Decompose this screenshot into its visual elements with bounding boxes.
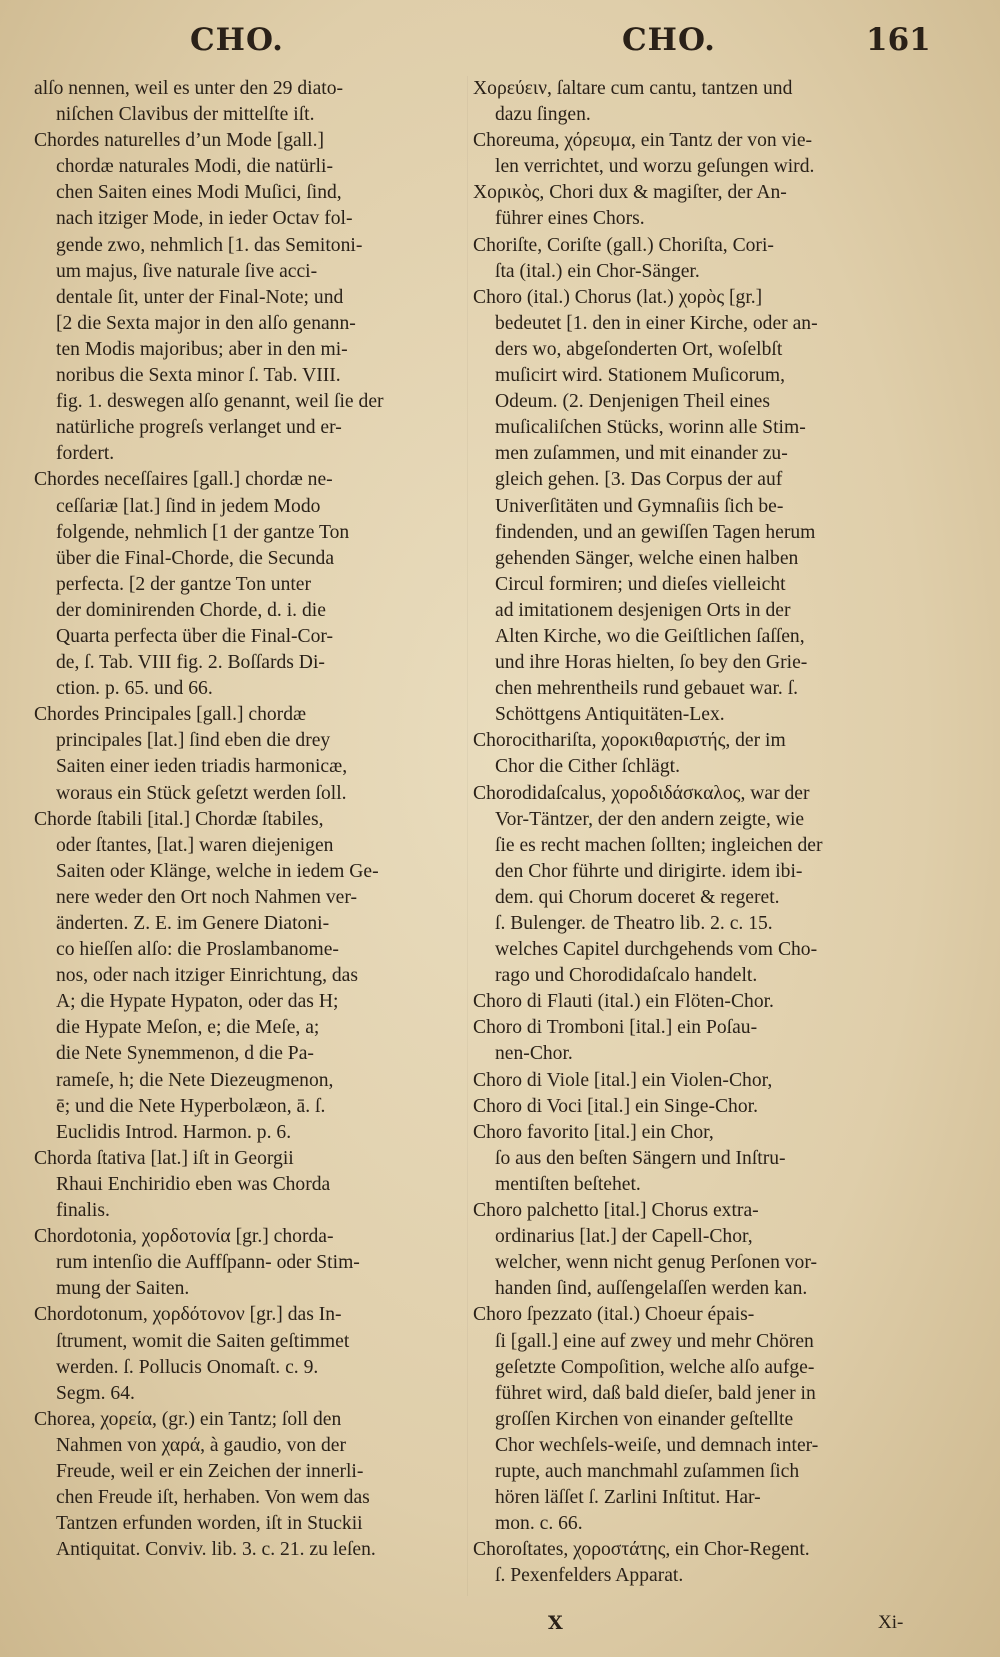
entry-line: chen Freude iſt, herhaben. Von wem das — [56, 1487, 370, 1509]
entry-line: hören läſſet ſ. Zarlini Inſtitut. Har- — [495, 1487, 761, 1509]
entry-line: ders wo, abgeſonderten Ort, woſelbſt — [495, 338, 783, 360]
entry-line: um majus, ſive naturale ſive acci- — [56, 260, 318, 282]
entry-line: rameſe, h; die Nete Diezeugmenon, — [56, 1069, 334, 1091]
entry-line: ſtrument, womit die Saiten geſtimmet — [56, 1330, 350, 1352]
entry-line: führer eines Chors. — [495, 208, 645, 230]
entry-line: Chorocithariſta, χοροκιθαριστής, der im — [473, 730, 786, 752]
entry-line: ſta (ital.) ein Chor-Sänger. — [495, 260, 700, 282]
running-head-center: CHO. — [622, 22, 716, 58]
entry-line: Choro palchetto [ital.] Chorus extra- — [473, 1200, 759, 1222]
entry-line: Alten Kirche, wo die Geiſtlichen ſaſſen, — [495, 625, 805, 647]
entry-line: ten Modis majoribus; aber in den mi- — [56, 338, 348, 360]
dictionary-entry — [473, 1198, 965, 1302]
entry-line: groſſen Kirchen von einander geſtellte — [495, 1408, 794, 1430]
entry-line: fordert. — [56, 443, 115, 465]
entry-line: den Chor führte und dirigirte. idem ibi- — [495, 860, 803, 882]
entry-line: Quarta perfecta über die Final-Cor- — [56, 625, 334, 647]
entry-line: chen mehrentheils rund gebauet war. ſ. — [495, 678, 799, 700]
entry-line: Circul formiren; und dieſes vielleicht — [495, 573, 786, 595]
entry-line: gende zwo, nehmlich [1. das Semitoni- — [56, 234, 363, 256]
entry-line: Univerſitäten und Gymnaſiis ſich be- — [495, 495, 784, 517]
dictionary-entry — [473, 128, 965, 180]
entry-line: der dominirenden Chorde, d. i. die — [56, 599, 326, 621]
signature-mark: X — [548, 1612, 563, 1634]
entry-line: Χορικὸς, Chori dux & magiſter, der An- — [473, 182, 787, 204]
entry-line: ction. p. 65. und 66. — [56, 678, 213, 700]
dictionary-entry — [473, 1015, 965, 1067]
entry-line: ē; und die Nete Hyperbolæon, ā. ſ. — [56, 1095, 326, 1117]
dictionary-entry — [34, 807, 470, 1146]
dictionary-entry — [34, 76, 470, 128]
entry-line: fig. 1. deswegen alſo genannt, weil ſie der — [56, 391, 384, 413]
entry-line: Antiquitat. Conviv. lib. 3. c. 21. zu leſen. — [56, 1539, 376, 1561]
entry-line: Nahmen von χαρά, à gaudio, von der — [56, 1434, 346, 1456]
entry-line: de, ſ. Tab. VIII fig. 2. Boſſards Di- — [56, 652, 325, 674]
entry-line: änderten. Z. E. im Genere Diatoni- — [56, 913, 330, 934]
right-column — [473, 76, 965, 1589]
dictionary-entry — [473, 233, 965, 285]
dictionary-entry — [34, 1302, 470, 1406]
entry-line: die Nete Synemmenon, d die Pa- — [56, 1043, 314, 1065]
entry-line: len verrichtet, und worzu geſungen wird. — [495, 156, 815, 178]
entry-line: ad imitationem desjenigen Orts in der — [495, 599, 791, 621]
entry-line: Freude, weil er ein Zeichen der innerli- — [56, 1460, 364, 1482]
entry-line: noribus die Sexta minor ſ. Tab. VIII. — [56, 365, 341, 387]
entry-line: ſie es recht machen ſollten; ingleichen der — [495, 834, 823, 856]
entry-line: führet wird, daß bald dieſer, bald jener in — [495, 1382, 816, 1404]
entry-line: Choro di Flauti (ital.) ein Flöten-Chor. — [473, 991, 774, 1013]
entry-line: Chorde ſtabili [ital.] Chordæ ſtabiles, — [34, 808, 324, 830]
entry-line: niſchen Clavibus der mittelſte iſt. — [56, 104, 315, 126]
entry-line: Chordotonia, χορδοτονία [gr.] chorda- — [34, 1226, 334, 1248]
entry-line: gehenden Sänger, welche einen halben — [495, 547, 799, 569]
running-head-left: CHO. — [190, 22, 284, 58]
entry-line: co hieſſen alſo: die Proslambanome- — [56, 939, 339, 961]
entry-line: Choro di Viole [ital.] ein Violen-Chor, — [473, 1069, 773, 1091]
entry-line: [2 die Sexta major in den alſo genann- — [56, 312, 356, 334]
entry-line: Chorea, χορεία, (gr.) ein Tantz; ſoll den — [34, 1408, 342, 1430]
entry-line: geſetzte Compoſition, welche alſo aufge- — [495, 1356, 815, 1378]
entry-line: Chordes naturelles d’un Mode [gall.] — [34, 130, 325, 152]
entry-line: Odeum. (2. Denjenigen Theil eines — [495, 391, 770, 413]
entry-line: Chordotonum, χορδότονον [gr.] das In- — [34, 1304, 342, 1326]
entry-line: Saiten oder Klänge, welche in iedem Ge- — [56, 860, 379, 882]
entry-line: Choro di Tromboni [ital.] ein Poſau- — [473, 1017, 758, 1039]
entry-line: bedeutet [1. den in einer Kirche, oder an- — [495, 312, 818, 334]
entry-line: rupte, auch manchmahl zuſammen ſich — [495, 1460, 800, 1482]
dictionary-entry — [34, 1224, 470, 1302]
entry-line: Chorodidaſcalus, χοροδιδάσκαλος, war der — [473, 782, 810, 804]
entry-line: Segm. 64. — [56, 1382, 135, 1404]
entry-line: nach itziger Mode, in ieder Octav fol- — [56, 208, 353, 230]
entry-line: mung der Saiten. — [56, 1278, 190, 1300]
entry-line: Chorda ſtativa [lat.] iſt in Georgii — [34, 1147, 294, 1169]
page-number: 161 — [866, 22, 931, 58]
entry-line: findenden, und an gewiſſen Tagen herum — [495, 521, 816, 543]
entry-line: dem. qui Chorum doceret & regeret. — [495, 886, 780, 908]
left-column — [34, 76, 470, 1563]
entry-line: Chor die Cither ſchlägt. — [495, 756, 681, 778]
entry-line: Choreuma, χόρευμα, ein Tantz der von vie- — [473, 130, 813, 152]
entry-line: ſo aus den beſten Sängern und Inſtru- — [495, 1147, 786, 1169]
running-head — [0, 22, 1000, 62]
dictionary-entry — [34, 467, 470, 702]
entry-line: gleich gehen. [3. Das Corpus der auf — [495, 469, 783, 491]
dictionary-entry — [34, 702, 470, 806]
entry-line: Tantzen erfunden worden, iſt in Stuckii — [56, 1513, 363, 1535]
entry-line: ſ. Pexenfelders Apparat. — [495, 1565, 684, 1587]
entry-line: perfecta. [2 der gantze Ton unter — [56, 573, 312, 595]
entry-line: nos, oder nach itziger Einrichtung, das — [56, 965, 358, 987]
entry-line: Vor-Täntzer, der den andern zeigte, wie — [495, 808, 805, 830]
entry-line: men zuſammen, und mit einander zu- — [495, 443, 788, 465]
entry-line: rago und Chorodidaſcalo handelt. — [495, 965, 758, 987]
entry-line: mentiſten beſtehet. — [495, 1173, 641, 1195]
dictionary-entry — [473, 1094, 965, 1120]
entry-line: finalis. — [56, 1200, 110, 1222]
dictionary-entry — [473, 180, 965, 232]
entry-line: ſi [gall.] eine auf zwey und mehr Chören — [495, 1330, 814, 1352]
dictionary-entry — [34, 1407, 470, 1564]
dictionary-entry — [473, 1120, 965, 1198]
entry-line: Χορεύειν, ſaltare cum cantu, tantzen und — [473, 78, 793, 99]
dictionary-entry — [473, 285, 965, 729]
dictionary-entry — [473, 1537, 965, 1589]
entry-line: dazu ſingen. — [495, 104, 591, 126]
entry-line: über die Final-Chorde, die Secunda — [56, 547, 335, 569]
entry-line: Chordes neceſſaires [gall.] chordæ ne- — [34, 469, 333, 491]
entry-line: muſicaliſchen Stücks, worinn alle Stim- — [495, 417, 806, 439]
entry-line: dentale ſit, unter der Final-Note; und — [56, 286, 344, 308]
entry-line: handen ſind, auſſengelaſſen werden kan. — [495, 1278, 808, 1300]
dictionary-entry — [34, 128, 470, 467]
entry-line: die Hypate Meſon, e; die Meſe, a; — [56, 1017, 320, 1039]
dictionary-entry — [473, 989, 965, 1015]
entry-line: ordinarius [lat.] der Capell-Chor, — [495, 1226, 753, 1248]
entry-line: nen-Chor. — [495, 1043, 573, 1065]
dictionary-entry — [473, 1302, 965, 1537]
entry-line: folgende, nehmlich [1 der gantze Ton — [56, 521, 350, 543]
entry-line: Schöttgens Antiquitäten-Lex. — [495, 704, 725, 726]
entry-line: Chor wechſels-weiſe, und demnach inter- — [495, 1434, 819, 1456]
entry-line: Euclidis Introd. Harmon. p. 6. — [56, 1121, 292, 1143]
entry-line: ceſſariæ [lat.] ſind in jedem Modo — [56, 495, 321, 517]
dictionary-entry — [34, 1146, 470, 1224]
dictionary-entry — [473, 1068, 965, 1094]
entry-line: Choriſte, Coriſte (gall.) Choriſta, Cori- — [473, 234, 774, 256]
entry-line: Choro ſpezzato (ital.) Choeur épais- — [473, 1304, 755, 1326]
entry-line: Rhaui Enchiridio eben was Chorda — [56, 1173, 331, 1195]
dictionary-entry — [473, 781, 965, 990]
entry-line: natürliche progreſs verlanget und er- — [56, 417, 342, 439]
catchword: Xi- — [878, 1612, 904, 1633]
entry-line: mon. c. 66. — [495, 1513, 583, 1535]
entry-line: ſ. Bulenger. de Theatro lib. 2. c. 15. — [495, 913, 773, 934]
entry-line: chordæ naturales Modi, die natürli- — [56, 156, 333, 178]
dictionary-entry — [473, 76, 965, 128]
entry-line: Choro favorito [ital.] ein Chor, — [473, 1121, 714, 1143]
entry-line: alſo nennen, weil es unter den 29 diato- — [34, 78, 344, 99]
entry-line: welches Capitel durchgehends vom Cho- — [495, 939, 818, 961]
entry-line: oder ſtantes, [lat.] waren diejenigen — [56, 834, 334, 856]
entry-line: Choro di Voci [ital.] ein Singe-Chor. — [473, 1095, 758, 1117]
entry-line: principales [lat.] ſind eben die drey — [56, 730, 331, 752]
entry-line: Saiten einer ieden triadis harmonicæ, — [56, 756, 348, 778]
entry-line: Choroſtates, χοροστάτης, ein Chor-Regent. — [473, 1539, 810, 1561]
entry-line: werden. ſ. Pollucis Onomaſt. c. 9. — [56, 1356, 319, 1378]
entry-line: muſicirt wird. Stationem Muſicorum, — [495, 365, 786, 387]
entry-line: chen Saiten eines Modi Muſici, ſind, — [56, 182, 342, 204]
entry-line: rum intenſio die Auffſpann- oder Stim- — [56, 1252, 360, 1274]
entry-line: Chordes Principales [gall.] chordæ — [34, 704, 307, 726]
entry-line: und ihre Horas hielten, ſo bey den Grie- — [495, 652, 808, 674]
entry-line: nere weder den Ort noch Nahmen ver- — [56, 886, 357, 908]
entry-line: A; die Hypate Hypaton, oder das H; — [56, 991, 339, 1013]
dictionary-entry — [473, 728, 965, 780]
entry-line: welcher, wenn nicht genug Perſonen vor- — [495, 1252, 818, 1274]
entry-line: Choro (ital.) Chorus (lat.) χορὸς [gr.] — [473, 286, 763, 308]
entry-line: woraus ein Stück geſetzt werden ſoll. — [56, 782, 347, 804]
